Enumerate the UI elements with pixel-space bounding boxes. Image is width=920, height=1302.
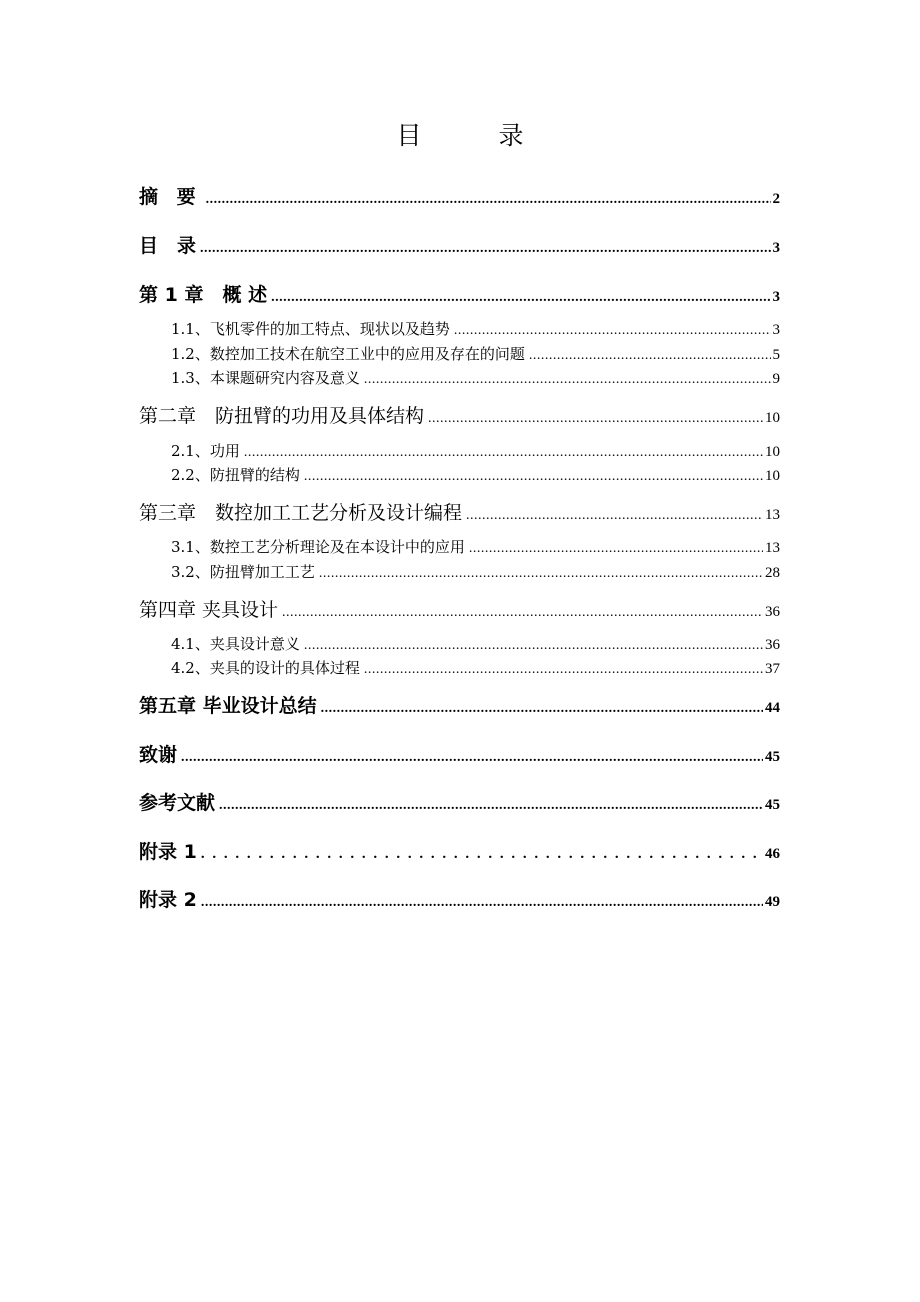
toc-entry-label: 1.1、飞机零件的加工特点、现状以及趋势 [171, 320, 450, 338]
toc-entry-label: 第 1 章 概 述 [139, 284, 268, 306]
toc-entry-contents[interactable] [139, 231, 780, 258]
toc-entry-page: 3 [772, 240, 780, 256]
toc-entry-label: 第五章 毕业设计总结 [139, 695, 317, 717]
toc-entry-page: 45 [765, 749, 780, 765]
toc-leader [454, 323, 771, 339]
toc-leader [304, 469, 763, 485]
toc-entry-page: 2 [772, 191, 780, 207]
toc-leader [201, 846, 763, 863]
toc-entry-abstract[interactable] [139, 182, 780, 209]
toc-leader [428, 411, 763, 427]
toc-leader [364, 662, 763, 678]
toc-entry-page: 3 [772, 289, 780, 305]
toc-leader [244, 445, 763, 461]
toc-entry-label: 第二章 防扭臂的功用及具体结构 [139, 405, 425, 427]
toc-leader [282, 605, 763, 621]
toc-entry-page: 3 [772, 322, 780, 338]
toc-entry-label: 参考文献 [139, 792, 216, 814]
toc-entry-page: 10 [765, 410, 780, 426]
toc-entry-label: 致谢 [139, 744, 178, 766]
toc-entry-page: 9 [772, 371, 780, 387]
toc-entry-page: 49 [765, 894, 780, 910]
toc-leader [271, 290, 770, 306]
toc-entry-chapter-2[interactable] [139, 401, 780, 428]
toc-leader [304, 638, 763, 654]
toc-entry-label: 目 录 [139, 235, 197, 257]
toc-entry-label: 第三章 数控加工工艺分析及设计编程 [139, 502, 463, 524]
toc-leader [206, 192, 771, 208]
toc-entry-label: 4.1、夹具设计意义 [171, 635, 300, 653]
toc-entry-page: 46 [765, 846, 780, 862]
toc-entry-page: 13 [765, 540, 780, 556]
toc-entry-4-2[interactable] [139, 657, 780, 678]
toc-entry-3-1[interactable] [139, 536, 780, 557]
toc-entry-page: 44 [765, 700, 780, 716]
toc-entry-appendix-1[interactable] [139, 837, 780, 864]
toc-entry-label: 4.2、夹具的设计的具体过程 [171, 659, 360, 677]
toc-entry-label: 1.2、数控加工技术在航空工业中的应用及存在的问题 [171, 345, 525, 363]
toc-entry-label: 摘 要 [139, 186, 202, 208]
toc-entry-chapter-1[interactable] [139, 280, 780, 307]
toc-leader [219, 798, 763, 814]
toc-leader [466, 508, 763, 524]
toc-entry-label: 1.3、本课题研究内容及意义 [171, 369, 360, 387]
toc-leader [529, 348, 771, 364]
toc-entry-chapter-3[interactable] [139, 498, 780, 525]
toc-entry-page: 45 [765, 797, 780, 813]
toc-entry-1-2[interactable] [139, 343, 780, 364]
toc-entry-label: 3.2、防扭臂加工工艺 [171, 563, 315, 581]
toc-entry-label: 第四章 夹具设计 [139, 599, 279, 621]
toc-entry-chapter-4[interactable] [139, 595, 780, 622]
toc-leader [319, 566, 763, 582]
toc-entry-1-1[interactable] [139, 318, 780, 339]
toc-entry-page: 10 [765, 468, 780, 484]
toc-entry-page: 36 [765, 637, 780, 653]
toc-entry-3-2[interactable] [139, 561, 780, 582]
toc-leader [200, 241, 770, 257]
toc-entry-2-2[interactable] [139, 464, 780, 485]
toc-entry-page: 36 [765, 604, 780, 620]
toc-entry-page: 28 [765, 565, 780, 581]
page-title: 目 录 [396, 121, 550, 150]
toc-entry-4-1[interactable] [139, 633, 780, 654]
toc-entry-page: 10 [765, 444, 780, 460]
toc-entry-references[interactable] [139, 788, 780, 815]
toc-entry-1-3[interactable] [139, 367, 780, 388]
toc-entry-label: 2.1、功用 [171, 442, 240, 460]
toc-entry-2-1[interactable] [139, 440, 780, 461]
toc-leader [469, 541, 763, 557]
toc-entry-label: 2.2、防扭臂的结构 [171, 466, 300, 484]
toc-leader [181, 750, 763, 766]
toc-entry-label: 附录 2 [139, 889, 197, 911]
toc-leader [201, 895, 763, 911]
toc-entry-page: 5 [772, 347, 780, 363]
toc-leader [364, 372, 771, 388]
toc-entry-label: 3.1、数控工艺分析理论及在本设计中的应用 [171, 538, 465, 556]
toc-entry-page: 13 [765, 507, 780, 523]
toc-entry-acknowledgements[interactable] [139, 740, 780, 767]
toc-entry-chapter-5[interactable] [139, 691, 780, 718]
toc-entry-appendix-2[interactable] [139, 885, 780, 912]
toc-entry-label: 附录 1 [139, 841, 197, 863]
toc-entry-page: 37 [765, 661, 780, 677]
toc-leader [321, 701, 763, 717]
